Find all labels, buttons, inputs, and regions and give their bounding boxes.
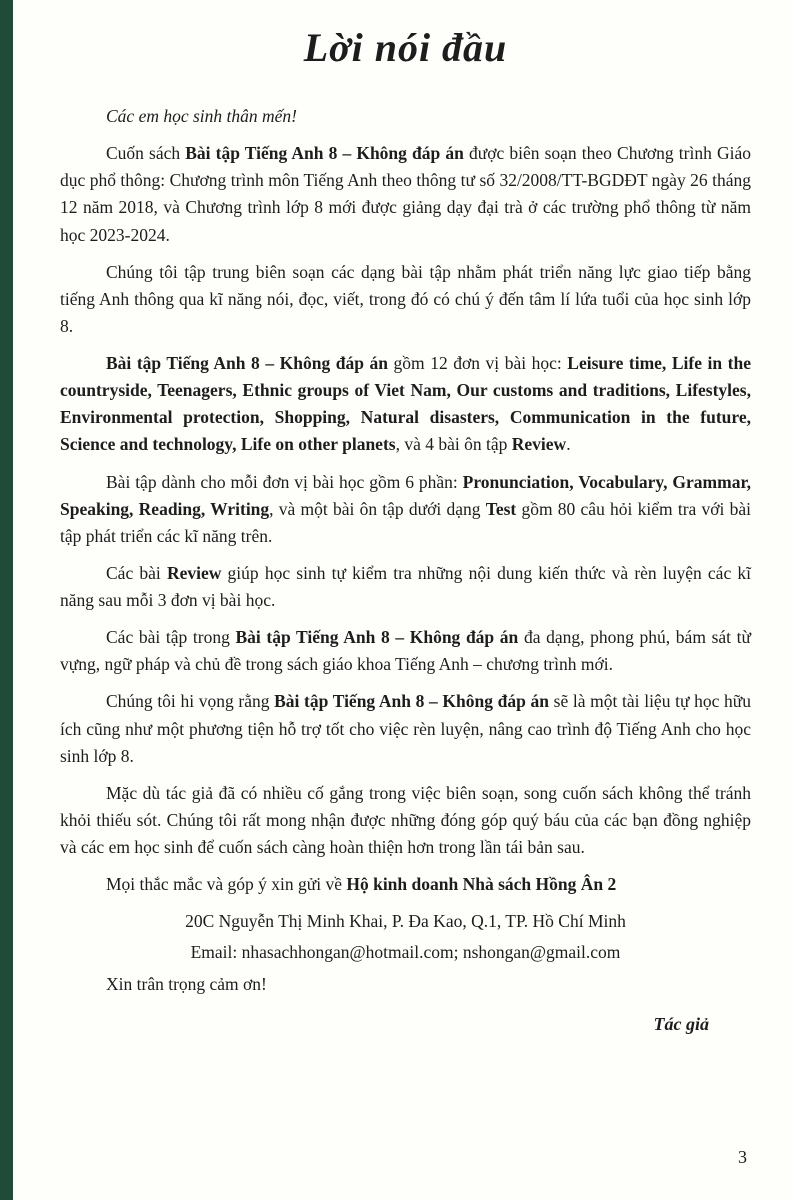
emphasized-text: Test — [485, 498, 517, 519]
paragraph — [60, 140, 751, 249]
body-text: Cuốn sách — [106, 143, 186, 164]
paragraph — [60, 350, 751, 459]
body-text: gồm 12 đơn vị bài học: — [388, 353, 568, 373]
body-text: Bài tập dành cho mỗi đơn vị bài học gồm 6 phần: — [106, 471, 463, 492]
body-text: Các bài tập trong — [106, 627, 236, 648]
scan-spine-edge-strip — [0, 0, 13, 1200]
body-text: , và 4 bài ôn tập — [395, 434, 512, 455]
emphasized-text: Bài tập Tiếng Anh 8 – Không đáp án — [235, 627, 519, 648]
page-number: 3 — [738, 1147, 747, 1167]
paragraph — [60, 469, 751, 550]
paragraph — [60, 871, 751, 898]
body-text: Mặc dù tác giả đã có nhiều cố gắng trong việc biên soạn, song cuốn sách không thể tránh khỏi thiếu sót. Chúng tôi rất mong nhận được những đóng góp quý báu của các bạn đồng nghiệp và các em học sinh để cuốn sách càng hoàn thiện hơn trong lần tái bản sau. — [60, 782, 751, 857]
paragraph — [60, 259, 751, 340]
author-signature: Tác giả — [653, 1013, 709, 1034]
body-text: gồm 80 câu hỏi kiểm tra với bài tập phát triển các kĩ năng trên. — [60, 498, 752, 546]
paragraph — [60, 939, 751, 966]
body-text: . — [566, 434, 571, 455]
paragraph — [60, 103, 751, 130]
body-text: , và một bài ôn tập dưới dạng — [269, 498, 486, 519]
body-text: giúp học sinh tự kiểm tra những nội dung kiến thức và rèn luyện các kĩ năng sau mỗi 3 đơn vị bài học. — [60, 562, 751, 610]
paragraph — [60, 688, 751, 769]
body-text: Các em học sinh thân mến! — [106, 106, 298, 126]
paragraph — [60, 624, 751, 678]
body-text: Email: nhasachhongan@hotmail.com; nshongan@gmail.com — [190, 942, 621, 963]
paragraph — [60, 908, 751, 935]
body-text: Các bài — [106, 562, 167, 583]
body-text: Chúng tôi tập trung biên soạn các dạng bài tập nhằm phát triển năng lực giao tiếp bằng tiếng Anh thông qua kĩ năng nói, đọc, viết, trong đó có chú ý đến tâm lí lứa tuổi của học sinh lớp 8. — [60, 261, 751, 336]
emphasized-text: Review — [166, 562, 222, 583]
paragraph — [60, 971, 751, 998]
emphasized-text: Leisure time, Life in the countryside, Teenagers, Ethnic groups of Viet Nam, Our customs and traditions, Lifestyles, Environmental protection, Shopping, Natural disasters, Communication in the future, Science and technology, Life on other planets — [60, 353, 751, 455]
body-text: Mọi thắc mắc và góp ý xin gửi về — [106, 874, 347, 895]
paragraph — [60, 780, 751, 861]
body-text: đa dạng, phong phú, bám sát từ vựng, ngữ pháp và chủ đề trong sách giáo khoa Tiếng Anh – chương trình mới. — [60, 627, 751, 675]
body-text: 20C Nguyễn Thị Minh Khai, P. Đa Kao, Q.1, TP. Hồ Chí Minh — [185, 911, 626, 932]
emphasized-text: Hộ kinh doanh Nhà sách Hồng Ân 2 — [346, 874, 617, 895]
paragraphs — [60, 103, 751, 998]
body-text: Xin trân trọng cảm ơn! — [106, 973, 267, 994]
emphasized-text: Bài tập Tiếng Anh 8 – Không đáp án — [185, 143, 464, 164]
body-text: được biên soạn theo Chương trình Giáo dục phổ thông: Chương trình môn Tiếng Anh theo thông tư số 32/2008/TT-BGDĐT ngày 26 tháng 12 năm 2018, và Chương trình lớp 8 mới được giảng dạy đại trà ở các trường phổ thông từ năm học 2023-2024. — [60, 143, 751, 245]
emphasized-text: Bài tập Tiếng Anh 8 – Không đáp án — [274, 691, 550, 712]
body-text: Chúng tôi hi vọng rằng — [106, 691, 275, 712]
emphasized-text: Pronunciation, Vocabulary, Grammar, Speaking, Reading, Writing — [60, 471, 751, 519]
body-text: sẽ là một tài liệu tự học hữu ích cũng như một phương tiện hỗ trợ tốt cho việc rèn luyện, nâng cao trình độ Tiếng Anh cho học sinh lớp 8. — [60, 691, 751, 766]
paragraph — [60, 560, 751, 614]
emphasized-text: Bài tập Tiếng Anh 8 – Không đáp án — [106, 353, 388, 373]
page-title: Lời nói đầu — [303, 25, 508, 70]
emphasized-text: Review — [511, 434, 567, 455]
page-content — [60, 18, 751, 1035]
